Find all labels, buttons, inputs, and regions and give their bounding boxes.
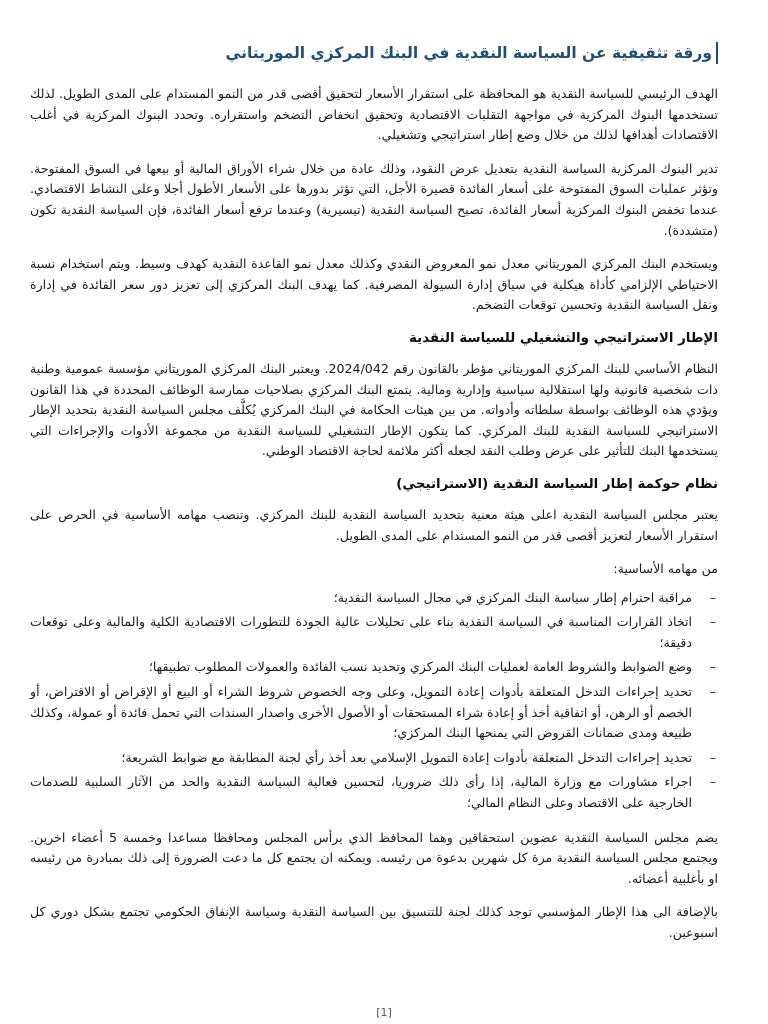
document-title: ورقة تثقيفية عن السياسة النقدية في البنك المركزي الموريتاني: [30, 42, 718, 64]
heading-governance: نظام حوكمة إطار السياسة النقدية (الاستراتيجي): [396, 476, 718, 492]
list-item: [30, 588, 718, 609]
list-item: [30, 657, 718, 678]
heading-strategic-framework: الإطار الاستراتيجي والتشغيلي للسياسة النقدية: [409, 330, 718, 346]
list-item-text: تحديد إجراءات التدخل المتعلقة بأدوات إعادة التمويل، وعلى وجه الخصوص شروط الشراء أو البيع أو الإقراض أو الاقتراض، أو الخصم أو الرهن، أو اتفاقية أخذ أو إعادة شراء المستحقات أو الأصول الأخرى واصدار السندات التي تحمل فائدة أو عمولة، وكذلك طبيعة ومدى ضمانات القروض التي يمنحها البنك المركزي؛: [30, 684, 692, 741]
list-marker: –: [709, 749, 716, 765]
list-item-text: وضع الضوابط والشروط العامة لعمليات البنك المركزي وتحديد نسب الفائدة والعمولات المطلوب تطبيقها؛: [148, 659, 692, 675]
list-item-text: مراقبة احترام إطار سياسة البنك المركزي في مجال السياسة النقدية؛: [333, 589, 692, 605]
list-item: [30, 612, 718, 653]
paragraph-bcm-targets: ويستخدم البنك المركزي الموريتاني معدل نمو المعروض النقدي وكذلك معدل نمو القاعدة النقدية كهدف وسيط. ويتم استخدام نسبة الاحتياطي الإلزامي كأداة هيكلية في سياق إدارة السيولة المصرفية. كما يهدف البنك المركزي إلى تعزيز دور سعر الفائدة في إدارة ونقل السياسة النقدية وتحسين توقعات التضخم.: [30, 256, 718, 313]
paragraph-council-role: يعتبر مجلس السياسة النقدية اعلى هيئة معنية بتحديد السياسة النقدية للبنك المركزي. وتنصب مهامه الأساسية في الحرص على استقرار الأسعار لتعزيز أقصى قدر من النمو المستدام على المدى الطويل.: [30, 506, 718, 543]
list-item: [30, 748, 718, 769]
duties-intro: من مهامه الأساسية:: [613, 561, 718, 577]
list-marker: –: [709, 774, 716, 790]
list-marker: –: [709, 684, 716, 700]
list-item: [30, 682, 718, 744]
paragraph-legal-status: النظام الأساسي للبنك المركزي الموريتاني مؤطر بالقانون رقم 2024/042. ويعتبر البنك المركزي الموريتاني مؤسسة عمومية وطنية ذات شخصية قانونية ولها استقلالية سياسية وإدارية ومالية. يتمتع البنك المركزي بصلاحيات ممارسة الوظائف المحددة في هذا القانون ويؤدي هذه الوظائف بواسطة سلطاته وأدواته. من بين هيئات الحكامة في البنك المركزي يُكلَّف مجلس السياسة النقدية بتحديد الإطار الاستراتيجي للسياسة النقدية للبنك المركزي. كما يتكون الإطار التشغيلي للسياسة النقدية من مجموعة الأدوات والإجراءات التي يستخدمها البنك للتأثير على عرض وطلب النقد لجعله أكثر ملائمة لحاجة الاقتصاد الوطني.: [30, 360, 718, 459]
list-item-text: تحديد إجراءات التدخل المتعلقة بأدوات إعادة التمويل الإسلامي بعد أخذ رأي لجنة المطابقة مع ضوابط الشريعة؛: [121, 749, 692, 765]
list-marker: –: [709, 589, 716, 605]
paragraph-council-composition: يضم مجلس السياسة النقدية عضوين استحقاقين وهما المحافظ الذي يرأس المجلس ومحافظا مساعدا وخمسة 5 أعضاء اخرين. ويجتمع مجلس السياسة النقدية مرة كل شهرين بدعوة من رئيسه. ويمكنه ان يجتمع كل ما دعت الضرورة إلى ذلك بمبادرة من رئيسه او بأغلبية أعضائه.: [30, 829, 719, 886]
list-item: [30, 772, 718, 813]
page-number: [1]: [376, 1006, 392, 1019]
list-item-text: اجراء مشاورات مع وزارة المالية، إذا رأى ذلك ضروريا، لتحسين فعالية السياسة النقدية والحد من الآثار السلبية للصدمات الخارجية على الاقتصاد وعلى النظام المالي؛: [30, 774, 692, 811]
paragraph-coordination-committee: بالإضافة الى هذا الإطار المؤسسي توجد كذلك لجنة للتنسيق بين السياسة النقدية وسياسة الإنفاق الحكومي تجتمع بشكل دوري كل اسبوعين.: [30, 904, 718, 940]
paragraph-monetary-policy-goal: الهدف الرئيسي للسياسة النقدية هو المحافظة على استقرار الأسعار لتحقيق أقصى قدر من النمو المستدام على المدى الطويل. لذلك تستخدمها البنوك المركزية في مواجهة التقلبات الاقتصادية وتحقيق انخفاض التضخم واستقراره. وتحدد البنوك المركزية في أغلب الاقتصادات أهدافها لذلك من خلال وضع إطار استراتيجي وتشغيلي.: [30, 86, 718, 143]
list-marker: –: [709, 659, 716, 675]
paragraph-money-supply: تدير البنوك المركزية السياسة النقدية بتعديل عرض النقود، وذلك عادة من خلال شراء الأوراق المالية أو بيعها في السوق المفتوحة. وتؤثر عمليات السوق المفتوحة على أسعار الفائدة قصيرة الأجل، التي تؤثر بدورها على الأسعار الأطول أجلا وعلى النشاط الاقتصادي. عندما تخفض البنوك المركزية أسعار الفائدة، تصبح السياسة النقدية (تيسيرية) وعندما ترفع أسعار الفائدة، فإن السياسة النقدية تكون (متشددة).: [30, 160, 718, 238]
list-item-text: اتخاذ القرارات المناسبة في السياسة النقدية بناء على تحليلات عالية الجودة للتطورات الاقتصادية الكلية والمالية وعلى توقعات دقيقة؛: [30, 614, 692, 650]
duties-list: [30, 588, 718, 814]
list-marker: –: [709, 614, 716, 630]
